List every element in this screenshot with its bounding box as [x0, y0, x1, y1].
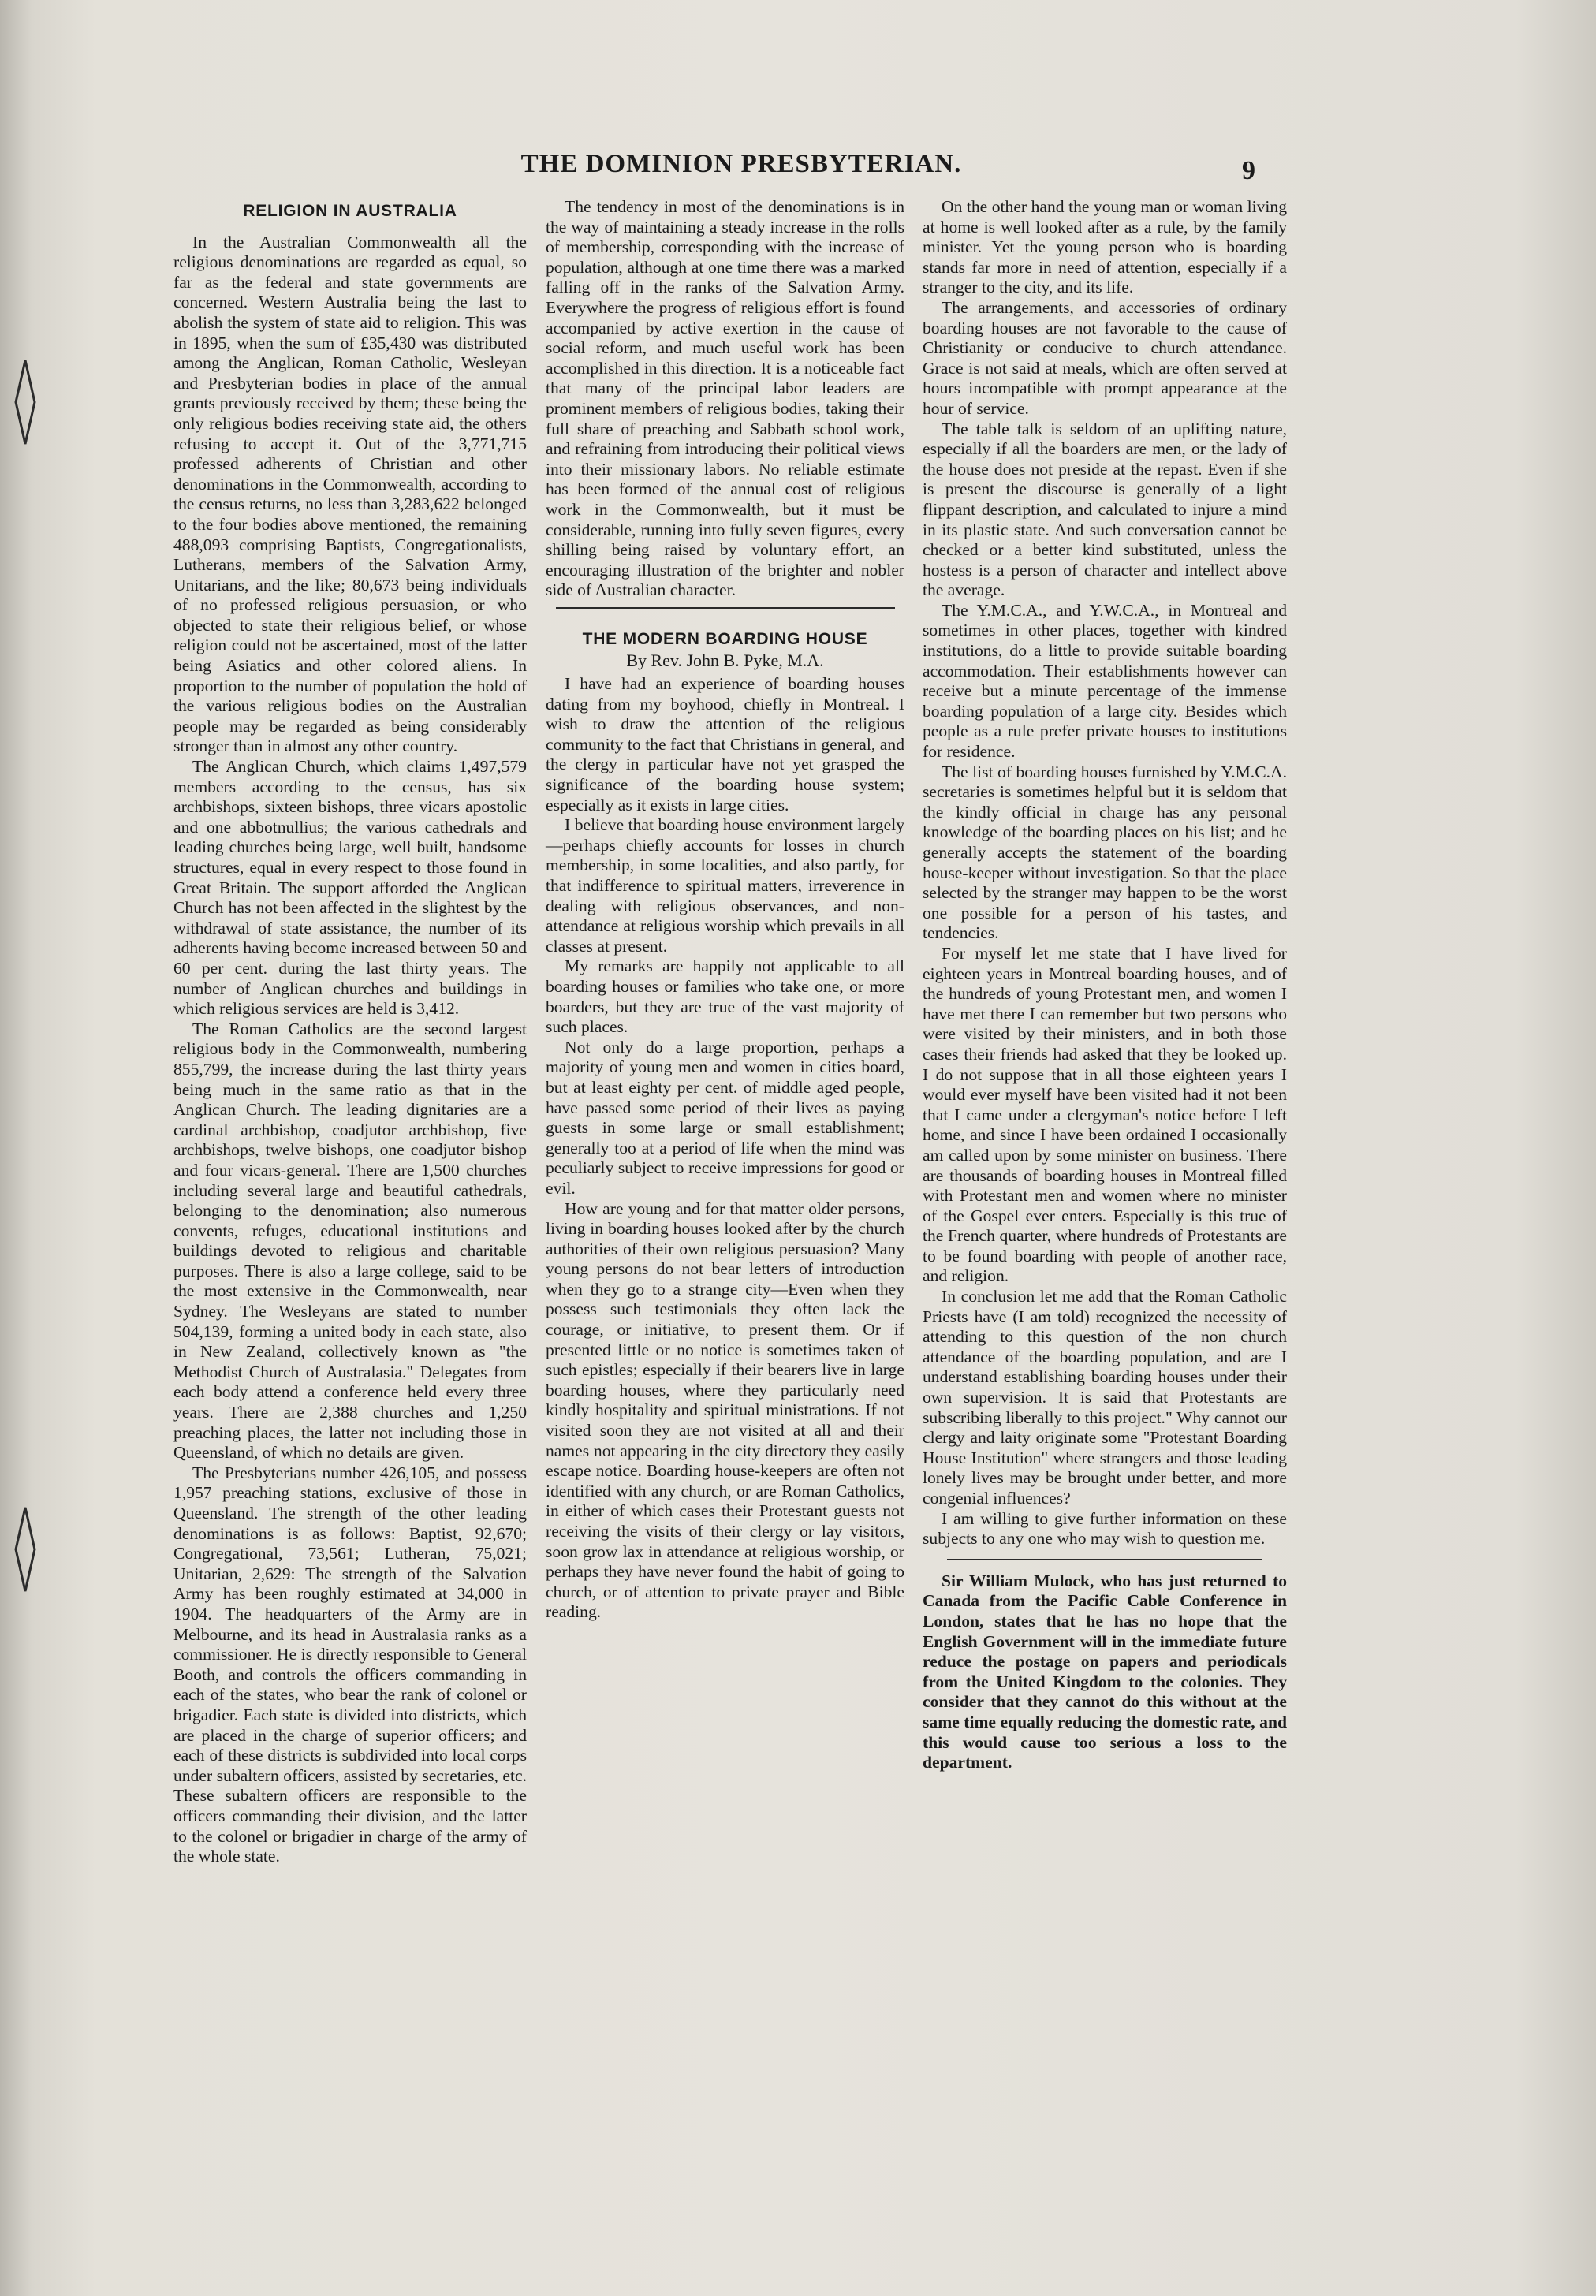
article-paragraph: In conclusion let me add that the Roman Catholic Priests have (I am told) recognized the necessity of attending to this question of the non church attendance of the boarding population, and are I understand establishing boarding houses under their own supervision. It is said that Protestants are subscribing liberally to this project." Why cannot our clergy and laity originate some "Protestant Boarding House Institution" where strangers and those leading lonely lives may be brought under better, and more congenial influences? — [923, 1287, 1287, 1508]
article-paragraph: On the other hand the young man or woman living at home is well looked after as a rule, by the family minister. Yet the young person who is boarding stands far more in need of attention, especially if a stranger to the city, and its life. — [923, 197, 1287, 297]
article-paragraph: The table talk is seldom of an uplifting nature, especially if all the boarders are men, or the lady of the house does not preside at the repast. Even if she is present the discourse is generally of a light flippant description, and calculated to injure a mind in its plastic state. And such conversation cannot be checked or a better kind substituted, unless the hostess is a person of character and intellect above the average. — [923, 419, 1287, 600]
article-paragraph: The tendency in most of the denominations is in the way of maintaining a steady increase in the rolls of membership, corresponding with the increase of population, although at one time there was a marked falling off in the ranks of the Salvation Army. Everywhere the progress of religious effort is found accompanied by active exertion in the cause of social reform, and much useful work has been accomplished in this direction. It is a noticeable fact that many of the principal labor leaders are prominent members of religious bodies, taking their full share of preaching and Sabbath school work, and refraining from introducing their political views into their missionary labors. No reliable estimate has been formed of the annual cost of religious work in the Commonwealth, but it must be considerable, running into fully seven figures, every shilling being raised by voluntary effort, an encouraging illustration of the brighter and nobler side of Australian character. — [546, 197, 904, 600]
column-2 — [546, 197, 904, 1623]
article-paragraph: The Roman Catholics are the second largest religious body in the Commonwealth, numbering 855,799, the increase during the last thirty years being much in the same ratio as that in the Anglican Church. The leading dignitaries are a cardinal archbishop, coadjutor archbishop, five archbishops, twelve bishops, one coadjutor bishop and four vicars-general. There are 1,500 churches including several large and beautiful cathedrals, belonging to the denomination; also numerous convents, refuges, educational institutions and buildings devoted to religious and charitable purposes. There is also a large college, said to be the most extensive in the Commonwealth, near Sydney. The Wesleyans are stated to number 504,139, forming a united body in each state, also in New Zealand, collectively known as "the Methodist Church of Australasia." Delegates from each body attend a conference held every three years. There are 2,388 churches and 1,250 preaching places, the latter not including those in Queensland, of which no details are given. — [173, 1019, 527, 1463]
article-paragraph: I believe that boarding house environment largely—perhaps chiefly accounts for losses in church membership, in some localities, and also partly, for that indifference to spiritual matters, irreverence in dealing with religious observances, and non-attendance at religious worship which prevails in all classes at present. — [546, 815, 904, 956]
article-paragraph: In the Australian Commonwealth all the religious denominations are regarded as equal, so far as the federal and state governments are concerned. Western Australia being the last to abolish the system of state aid to religion. This was in 1895, when the sum of £35,430 was distributed among the Anglican, Roman Catholic, Wesleyan and Presbyterian bodies in place of the annual grants previously received by them; these being the only religious bodies receiving state aid, the others refusing to accept it. Out of the 3,771,715 professed adherents of Christian and other denominations in the Commonwealth, according to the census returns, no less than 3,283,622 belonged to the four bodies above mentioned, the remaining 488,093 comprising Baptists, Congregationalists, Lutherans, members of the Salvation Army, Unitarians, and the like; 80,673 being individuals of no professed religious persuasion, or who objected to state their religious belief, or whose religion could not be ascertained, most of the latter being Asiatics and other colored aliens. In proportion to the number of population the hold of the various religious bodies on the Australian people may be regarded as being considerably stronger than in almost any other country. — [173, 232, 527, 756]
article-paragraph: My remarks are happily not applicable to all boarding houses or families who take one, or more boarders, but they are true of the vast majority of such places. — [546, 956, 904, 1037]
article-paragraph: For myself let me state that I have lived for eighteen years in Montreal boarding houses, and of the hundreds of young Protestant men, and women I have met there I can remember but two persons who were visited by their ministers, and in both those cases their friends had asked that they be looked up. I do not suppose that in all those eighteen years I would ever myself have been visited had it not been that I came under a clergyman's notice before I left home, and since I have been ordained I occasionally am called upon by some minister on business. There are thousands of boarding houses in Montreal filled with Protestant men and women where no minister of the Gospel ever enters. Especially is this true of the French quarter, where hundreds of Protestants are to be found boarding with people of another race, and religion. — [923, 943, 1287, 1286]
article-paragraph: The Anglican Church, which claims 1,497,579 members according to the census, has six archbishops, sixteen bishops, three vicars apostolic and one abbotnullius; the various cathedrals and leading churches being large, well built, handsome structures, equal in every respect to those found in Great Britain. The support afforded the Anglican Church has not been affected in the slightest by the withdrawal of state assistance, the number of its adherents having become increased between 50 and 60 per cent. during the last thirty years. The number of Anglican churches and buildings in which religious services are held is 3,412. — [173, 757, 527, 1019]
article-paragraph: How are young and for that matter older persons, living in boarding houses looked after by the church authorities of their own religious persuasion? Many young persons do not bear letters of introduction when they go to a strange city—Even when they possess such testimonials they often lack the courage, or initiative, to present them. Or if presented little or no notice is sometimes taken of such epistles; especially if their bearers live in large boarding houses, where they particularly need kindly hospitality and spiritual ministrations. If not visited soon they are not visited at all and their names not appearing in the city directory they easily escape notice. Boarding house-keepers are often not identified with any church, or are Roman Catholics, in either of which cases their Protestant guests not receiving the visits of their clergy or lay visitors, soon grow lax in attendance at religious worship, or perhaps they have never found the habit of going to church, or of attention to private prayer and Bible reading. — [546, 1198, 904, 1622]
article-paragraph: The arrangements, and accessories of ordinary boarding houses are not favorable to the cause of Christianity or conducive to church attendance. Grace is not said at meals, which are often served at hours incompatible with prompt appearance at the hour of service. — [923, 297, 1287, 418]
page-number: 9 — [1242, 156, 1255, 185]
article-byline: By Rev. John B. Pyke, M.A. — [626, 650, 824, 671]
article-paragraph: I am willing to give further information on these subjects to any one who may wish to question me. — [923, 1508, 1287, 1549]
column-3 — [923, 197, 1287, 1773]
column-1 — [173, 201, 527, 1867]
article-paragraph: The Y.M.C.A., and Y.W.C.A., in Montreal and sometimes in other places, together with kindred institutions, do a little to provide suitable boarding accommodation. Their establishments however can receive but a minute percentage of the immense boarding population of a large city. Besides which people as a rule prefer private houses to institutions for residence. — [923, 600, 1287, 762]
article-paragraph: I have had an experience of boarding houses dating from my boyhood, chiefly in Montreal. I wish to draw the attention of the religious community to the fact that Christians in general, and the clergy in particular have not yet grasped the significance of the boarding house system; especially as it exists in large cities. — [546, 674, 904, 814]
running-title: THE DOMINION PRESBYTERIAN. — [520, 150, 962, 178]
article-headline: THE MODERN BOARDING HOUSE — [582, 629, 868, 648]
section-divider — [556, 607, 895, 609]
news-note: Sir William Mulock, who has just returned to Canada from the Pacific Cable Conference in London, states that he has no hope that the English Government will in the immediate future reduce the postage on papers and periodicals from the United Kingdom to the colonies. They consider that they cannot do this without at the same time equally reducing the domestic rate, and this would cause too serious a loss to the department. — [923, 1571, 1287, 1772]
section-divider — [947, 1559, 1262, 1560]
binding-hole-mark — [14, 359, 36, 445]
article-paragraph: Not only do a large proportion, perhaps a majority of young men and women in cities board, but at least eighty per cent. of middle aged people, have passed some period of their lives as paying guests in some large or small establishment; generally too at a period of life when the mind was peculiarly subject to receive impressions for good or evil. — [546, 1037, 904, 1198]
article-headline: RELIGION IN AUSTRALIA — [243, 202, 457, 220]
article-paragraph: The Presbyterians number 426,105, and possess 1,957 preaching stations, exclusive of those in Queensland. The strength of the other leading denominations is as follows: Baptist, 92,670; Congregational, 73,561; Lutheran, 75,021; Unitarian, 2,629: The strength of the Salvation Army has been roughly estimated at 34,000 in 1904. The headquarters of the Army are in Melbourne, and its head in Australasia ranks as a commissioner. He is directly responsible to General Booth, and controls the officers commanding in each of the states, who bear the rank of colonel or brigadier. Each state is divided into districts, which are placed in the charge of superior officers; and each of these districts is subdivided into local corps under subaltern officers, assisted by secretaries, etc. These subaltern officers are responsible to the officers commanding their division, and the latter to the colonel or brigadier in charge of the army of the whole state. — [173, 1463, 527, 1866]
article-paragraph: The list of boarding houses furnished by Y.M.C.A. secretaries is sometimes helpful but it is seldom that the kindly official in charge has any personal knowledge of the boarding places on his list; and he generally accepts the statement of the boarding house-keeper without investigation. So that the place selected by the stranger may happen to be the worst one possible for a person of his tastes, and tendencies. — [923, 762, 1287, 943]
binding-hole-mark — [14, 1506, 36, 1593]
